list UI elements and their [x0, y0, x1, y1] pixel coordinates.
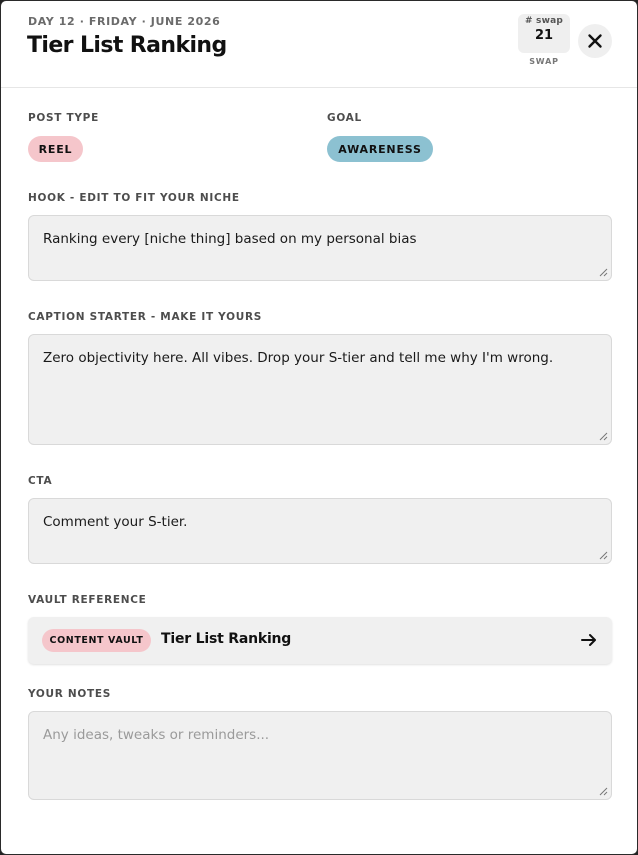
cta-text: Comment your S-tier.	[43, 514, 188, 530]
arrow-right-icon	[581, 633, 597, 647]
modal-header	[1, 1, 637, 88]
resize-handle-icon[interactable]	[599, 268, 608, 277]
hook-label: HOOK - EDIT TO FIT YOUR NICHE	[28, 192, 240, 204]
vault-reference-link[interactable]	[28, 617, 612, 664]
notes-textarea[interactable]	[28, 711, 612, 800]
goal-label: GOAL	[327, 112, 362, 124]
close-button[interactable]	[578, 24, 612, 58]
notes-placeholder: Any ideas, tweaks or reminders...	[43, 727, 270, 743]
close-icon	[587, 33, 603, 49]
swap-tag: # swap	[524, 16, 564, 26]
resize-handle-icon[interactable]	[599, 432, 608, 441]
post-type-label: POST TYPE	[28, 112, 99, 124]
resize-handle-icon[interactable]	[599, 787, 608, 796]
vault-reference-label: VAULT REFERENCE	[28, 594, 147, 606]
hook-text: Ranking every [niche thing] based on my personal bias	[43, 231, 417, 247]
day-date-label: DAY 12 · FRIDAY · JUNE 2026	[28, 15, 221, 28]
resize-handle-icon[interactable]	[599, 551, 608, 560]
caption-textarea[interactable]	[28, 334, 612, 445]
cta-label: CTA	[28, 475, 53, 487]
vault-reference-title: Tier List Ranking	[161, 631, 292, 647]
hook-textarea[interactable]	[28, 215, 612, 281]
caption-text: Zero objectivity here. All vibes. Drop your S-tier and tell me why I'm wrong.	[43, 350, 554, 366]
goal-badge: AWARENESS	[327, 136, 433, 162]
notes-label: YOUR NOTES	[28, 688, 112, 700]
swap-count: 21	[534, 28, 554, 43]
page-title: Tier List Ranking	[27, 33, 227, 58]
content-vault-badge: CONTENT VAULT	[42, 629, 151, 652]
swap-button[interactable]	[518, 14, 570, 53]
caption-label: CAPTION STARTER - MAKE IT YOURS	[28, 311, 262, 323]
cta-textarea[interactable]	[28, 498, 612, 564]
swap-label: SWAP	[529, 57, 559, 66]
post-type-badge: REEL	[28, 136, 83, 162]
